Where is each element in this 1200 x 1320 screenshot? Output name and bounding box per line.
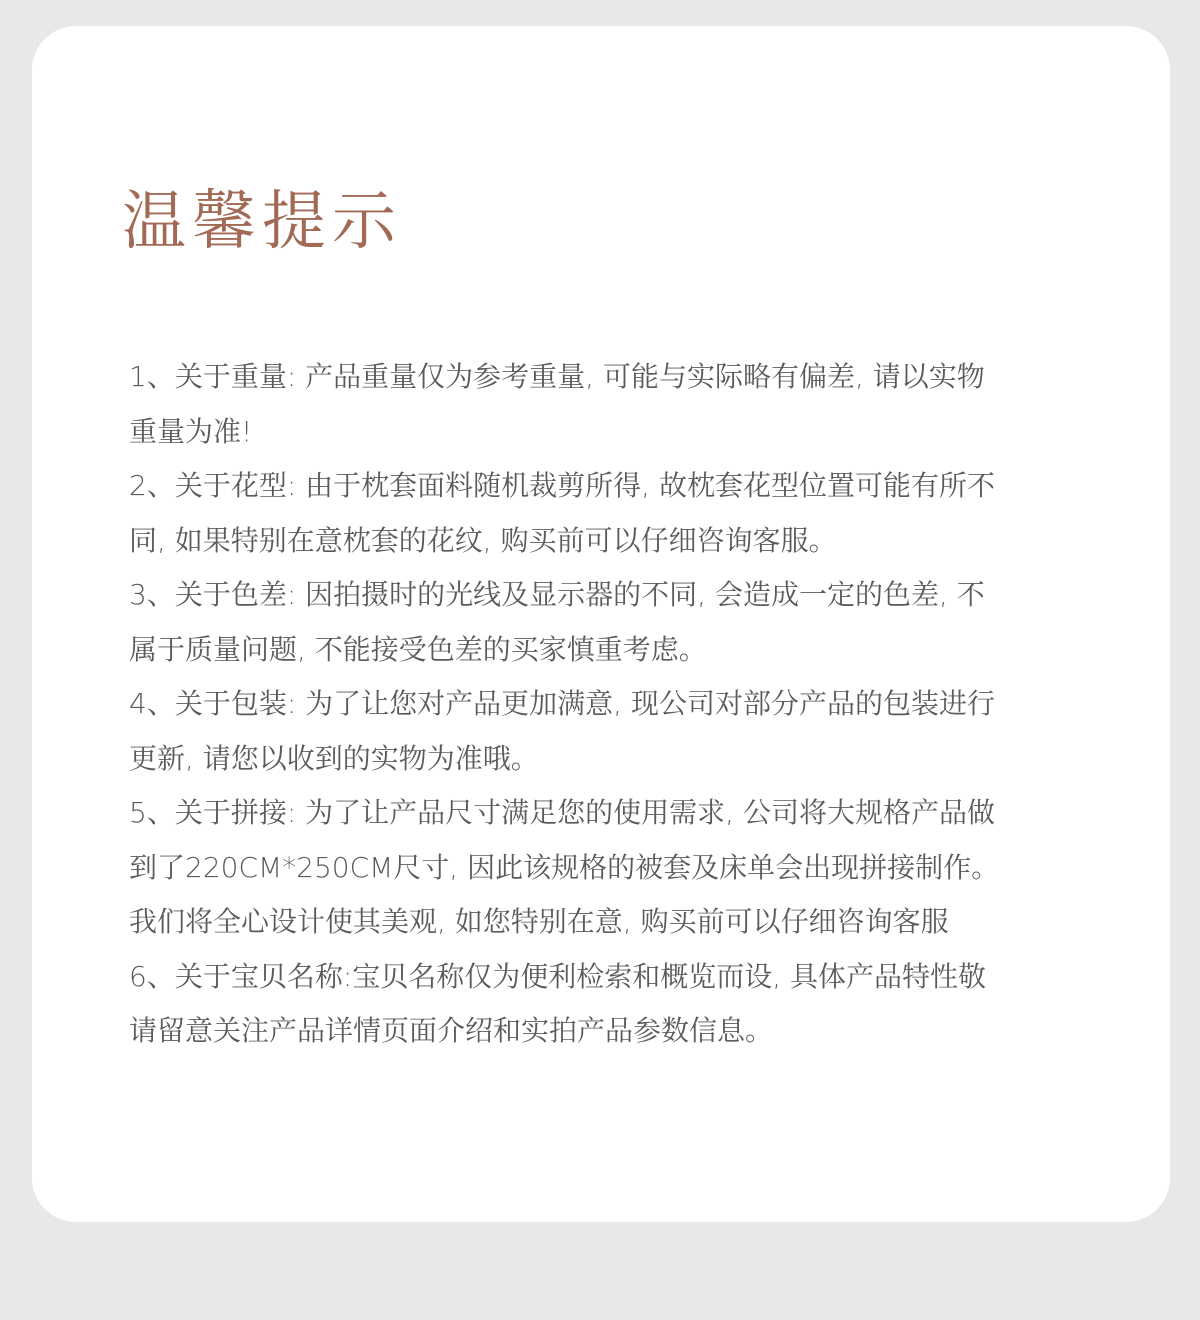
notice-line: 6、关于宝贝名称:宝贝名称仅为便利检索和概览而设, 具体产品特性敬 (129, 959, 987, 993)
notice-item-packaging (129, 677, 1089, 786)
notice-item-stitching (129, 786, 1089, 950)
notice-line: 同, 如果特别在意枕套的花纹, 购买前可以仔细咨询客服。 (129, 523, 837, 557)
notice-line: 4、关于包装: 为了让您对产品更加满意, 现公司对部分产品的包装进行 (129, 687, 995, 720)
notice-line: 重量为准! (129, 414, 253, 448)
notice-item-color (129, 568, 1089, 677)
notice-line: 我们将全心设计使其美观, 如您特别在意, 购买前可以仔细咨询客服 (129, 905, 949, 938)
notice-item-weight (129, 350, 1089, 459)
notice-item-pattern (129, 459, 1089, 568)
notice-item-name (129, 950, 1089, 1059)
notice-line: 5、关于拼接: 为了让产品尺寸满足您的使用需求, 公司将大规格产品做 (129, 796, 995, 829)
notice-card (32, 26, 1170, 1222)
notice-line: 属于质量问题, 不能接受色差的买家慎重考虑。 (129, 632, 707, 666)
notice-line: 2、关于花型: 由于枕套面料随机裁剪所得, 故枕套花型位置可能有所不 (129, 469, 995, 502)
notice-line: 更新, 请您以收到的实物为准哦。 (129, 741, 539, 775)
notice-line: 请留意关注产品详情页面介绍和实拍产品参数信息。 (129, 1014, 774, 1047)
notice-line: 3、关于色差: 因拍摄时的光线及显示器的不同, 会造成一定的色差, 不 (129, 578, 985, 611)
notice-list (129, 350, 1089, 1059)
notice-line: 1、关于重量: 产品重量仅为参考重量, 可能与实际略有偏差, 请以实物 (129, 360, 985, 393)
notice-line: 到了220CM*250CM尺寸, 因此该规格的被套及床单会出现拼接制作。 (129, 850, 1000, 884)
notice-title: 温馨提示 (122, 185, 402, 259)
